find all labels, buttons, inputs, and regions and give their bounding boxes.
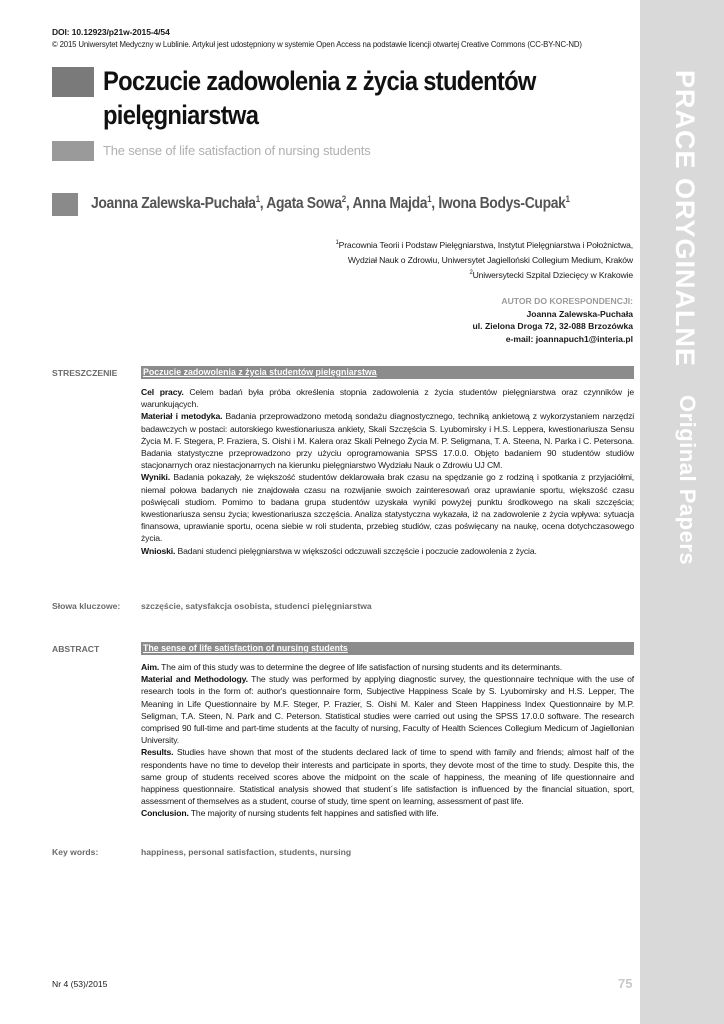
subtitle-marker bbox=[52, 141, 94, 161]
article-title: Poczucie zadowolenia z życia studentów pielęgniarstwa bbox=[103, 66, 536, 130]
abstract-label: ABSTRACT bbox=[52, 644, 100, 654]
author-name: Joanna Zalewska-Puchała bbox=[91, 195, 256, 213]
author-affiliation-ref: 1 bbox=[255, 194, 260, 204]
issue-number: Nr 4 (53)/2015 bbox=[52, 979, 108, 989]
correspondence-name: Joanna Zalewska-Puchała bbox=[526, 308, 633, 319]
abstract-paragraph: Results. Studies have shown that most of the students declared lack of time to spend with family and friends; almost half of the respondents have no time to develop their interests and participate in sports, they devote most of the time to study. Despite this, the same group of students received scores above the midpoint on the scale of happiness, the meaning of life questionnaire and happiness questionnaire. Statistical analysis showed that student´s life satisfaction is influenced by the financial situation, sport, assessment of themselves as a student, course of study, time spent on learning, assessment of past life. bbox=[141, 747, 634, 807]
keywords-label-pl: Słowa kluczowe: bbox=[52, 601, 121, 611]
author-list: Joanna Zalewska-Puchała$^1$, Agata Sowa$^2$, Anna Majda$^1$, Iwona Bodys-Cupak$^1$ bbox=[91, 194, 570, 213]
author-name: Anna Majda bbox=[352, 195, 428, 213]
author-affiliation-ref: 1 bbox=[427, 194, 432, 204]
article-subtitle: The sense of life satisfaction of nursing students bbox=[103, 143, 371, 158]
abstract-paragraph: Cel pracy. Celem badań była próba określenia stopnia zadowolenia z życia studentów pielęgniarstwa oraz czynników je warunkujących. bbox=[141, 387, 634, 410]
affiliation-line: $^2$Uniwersytecki Szpital Dziecięcy w Krakowie bbox=[469, 269, 633, 280]
abstract-paragraph: Materiał i metodyka. Badania przeprowadzono metodą sondażu diagnostycznego, techniką ankietową z wykorzystaniem narzędzi badawczych w postaci: autorskiego kwestionariusza ankiety, Skali Szczęścia S. Lyubomirsky i H.S. Leppera, kwestionariusza Sensu Życia M. F. Stegera, P. Fraziera, S. Oishi i M. Kalera oraz Skali Pełnego Życia M. P. Seligmana, T. A. Steena, N. Parka i C. Petersona. Badania statystyczne przeprowadzono przy użyciu oprogramowania SPSS 17.0.0. Objęto badaniem 90 studentów studiów stacjonarnych oraz niestacjonarnych na kierunku pielęgniarstwo Wydziału Nauk o Zdrowiu UJ CM. bbox=[141, 411, 634, 471]
affiliation-line: $^1$Pracownia Teorii i Podstaw Pielęgniarstwa, Instytut Pielęgniarstwa i Położnictwa, bbox=[335, 239, 633, 250]
correspondence-label: AUTOR DO KORESPONDENCJI: bbox=[501, 296, 633, 306]
author-affiliation-ref: 2 bbox=[341, 194, 346, 204]
correspondence-address: ul. Zielona Droga 72, 32-088 Brzozówka bbox=[472, 321, 633, 331]
streszczenie-title-bar: Poczucie zadowolenia z życia studentów pielęgniarstwa bbox=[141, 366, 634, 379]
abstract-title-bar: The sense of life satisfaction of nursing students bbox=[141, 642, 634, 655]
correspondence-email: e-mail: joannapuch1@interia.pl bbox=[505, 333, 633, 344]
keywords-en: happiness, personal satisfaction, students, nursing bbox=[141, 847, 352, 857]
license-note: © 2015 Uniwersytet Medyczny w Lublinie. Artykuł jest udostępniony w systemie Open Access na podstawie licencji otwartej Creative Commons (CC-BY-NC-ND) bbox=[52, 40, 582, 49]
title-marker bbox=[52, 67, 94, 97]
authors-marker bbox=[52, 193, 78, 216]
abstract-body bbox=[141, 661, 634, 820]
keywords-pl: szczęście, satysfakcja osobista, studenci pielęgniarstwa bbox=[141, 601, 372, 611]
abstract-paragraph: Wnioski. Badani studenci pielęgniarstwa w większości odczuwali szczęście i poczucie zadowolenia z życia. bbox=[141, 545, 537, 556]
author-name: Iwona Bodys-Cupak bbox=[438, 195, 566, 213]
affiliations bbox=[213, 237, 633, 282]
abstract-paragraph: Material and Methodology. The study was performed by applying diagnostic survey, the questionnaire technique with the use of research tools in the form of: author's questionnaire form, Subjective Happiness Scale by S. Lyubomirsky and H.S. Lepper, The Meaning in Life Questionnaire by M.F. Steger, P. Frazier, S. Oishi M. Kaler and Steen Happiness Index Questionnaire by M.P. Seligman, T.A. Steen, N. Park and C. Peterson. Statistical studies were carried out using the SPSS 17.0.0 software. The research comprised 90 full-time and part-time students at the faculty of nursing, Faculty of Health Sciences Collegium Medicum of Jagiellonian University. bbox=[141, 674, 634, 746]
keywords-label-en: Key words: bbox=[52, 847, 99, 857]
author-name: Agata Sowa bbox=[266, 195, 342, 213]
page-number: 75 bbox=[618, 976, 633, 991]
abstract-paragraph: Wyniki. Badania pokazały, że większość studentów deklarowała brak czasu na spędzanie go z rodziną i spotkania z przyjaciółmi, niemal połowa badanych nie znajdowała czasu na rozwijanie swoich zainteresowań oraz uprawianie sportu, większość czasu poświęcali studiom. Pomimo to badana grupa studentów uzyskała wyniki powyżej punktu środkowego na skali szczęścia; kwestionariusza sensu życia; kwestionariusza szczęścia. Analiza statystyczna wykazała, iż na zadowolenie z życia wpływa: sytuacja finansowa, uprawianie sportu, ocena siebie w roli studenta, przebieg studiów, czas poświęcany na naukę, ocena dotychczasowego życia. bbox=[141, 472, 634, 544]
streszczenie-label: STRESZCZENIE bbox=[52, 368, 118, 378]
abstract-paragraph: Conclusion. The majority of nursing students felt happines and satisfied with life. bbox=[141, 808, 439, 819]
affiliation-line: Wydział Nauk o Zdrowiu, Uniwersytet Jagielloński Collegium Medium, Kraków bbox=[347, 254, 633, 265]
abstract-paragraph: Aim. The aim of this study was to determine the degree of life satisfaction of nursing students and its determinants. bbox=[141, 662, 562, 672]
author-affiliation-ref: 1 bbox=[565, 194, 570, 204]
streszczenie-body bbox=[141, 386, 634, 557]
correspondence bbox=[473, 295, 633, 345]
doi: DOI: 10.12923/p21w-2015-4/54 bbox=[52, 27, 170, 37]
